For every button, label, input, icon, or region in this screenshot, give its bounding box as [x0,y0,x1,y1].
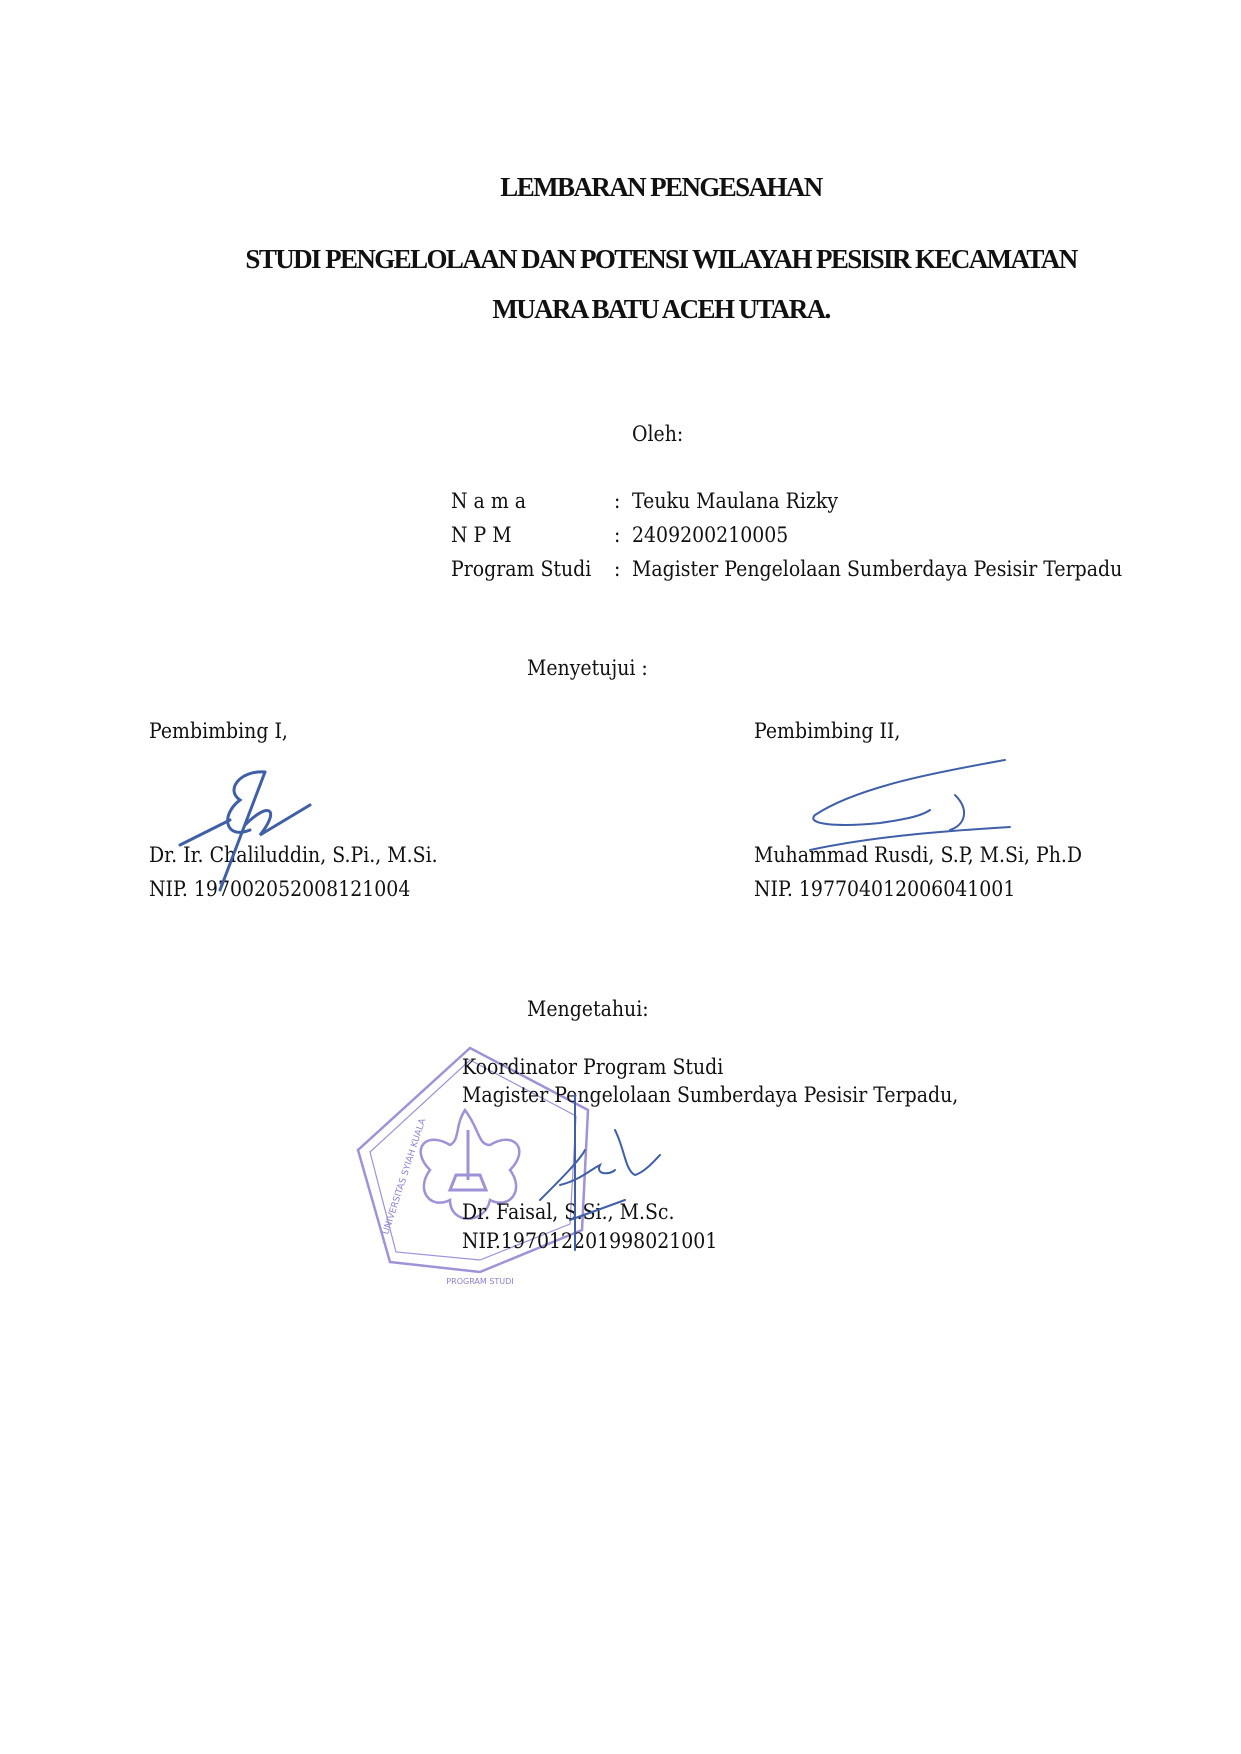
page-title: LEMBARAN PENGESAHAN [500,172,822,202]
program-label: Program Studi [451,557,592,581]
by-label: Oleh: [632,422,684,446]
approve-label: Menyetujui : [527,656,648,680]
supervisor2-signature [800,755,1030,865]
name-value: Teuku Maulana Rizky [632,489,839,513]
supervisor1-nip: NIP. 197002052008121004 [149,877,411,901]
thesis-title-line2: MUARA BATU ACEH UTARA. [492,294,830,324]
npm-label: N P M [451,523,512,547]
supervisor1-name: Dr. Ir. Chaliluddin, S.Pi., M.Si. [149,843,438,867]
coordinator-nip: NIP.197012201998021001 [462,1229,718,1253]
supervisor2-name: Muhammad Rusdi, S.P, M.Si, Ph.D [754,843,1083,867]
npm-colon: : [614,523,621,547]
acknowledge-label: Mengetahui: [527,997,649,1021]
npm-value: 2409200210005 [632,523,789,547]
coordinator-signature [530,1090,680,1270]
program-colon: : [614,557,621,581]
stamp-text-university: UNIVERSITAS SYIAH KUALA [381,1117,429,1236]
coordinator-name: Dr. Faisal, S.Si., M.Sc. [462,1200,675,1224]
supervisor2-nip: NIP. 197704012006041001 [754,877,1016,901]
name-colon: : [614,489,621,513]
supervisor1-role: Pembimbing I, [149,719,288,743]
name-label: N a m a [451,489,527,513]
coordinator-role-line1: Koordinator Program Studi [462,1055,724,1079]
stamp-text-program: PROGRAM STUDI [446,1277,514,1286]
supervisor2-role: Pembimbing II, [754,719,901,743]
supervisor1-signature [170,760,350,900]
coordinator-role-line2: Magister Pengelolaan Sumberdaya Pesisir Terpadu, [462,1083,959,1107]
program-value: Magister Pengelolaan Sumberdaya Pesisir Terpadu [632,557,1123,581]
thesis-title-line1: STUDI PENGELOLAAN DAN POTENSI WILAYAH PESISIR KECAMATAN [245,244,1077,274]
